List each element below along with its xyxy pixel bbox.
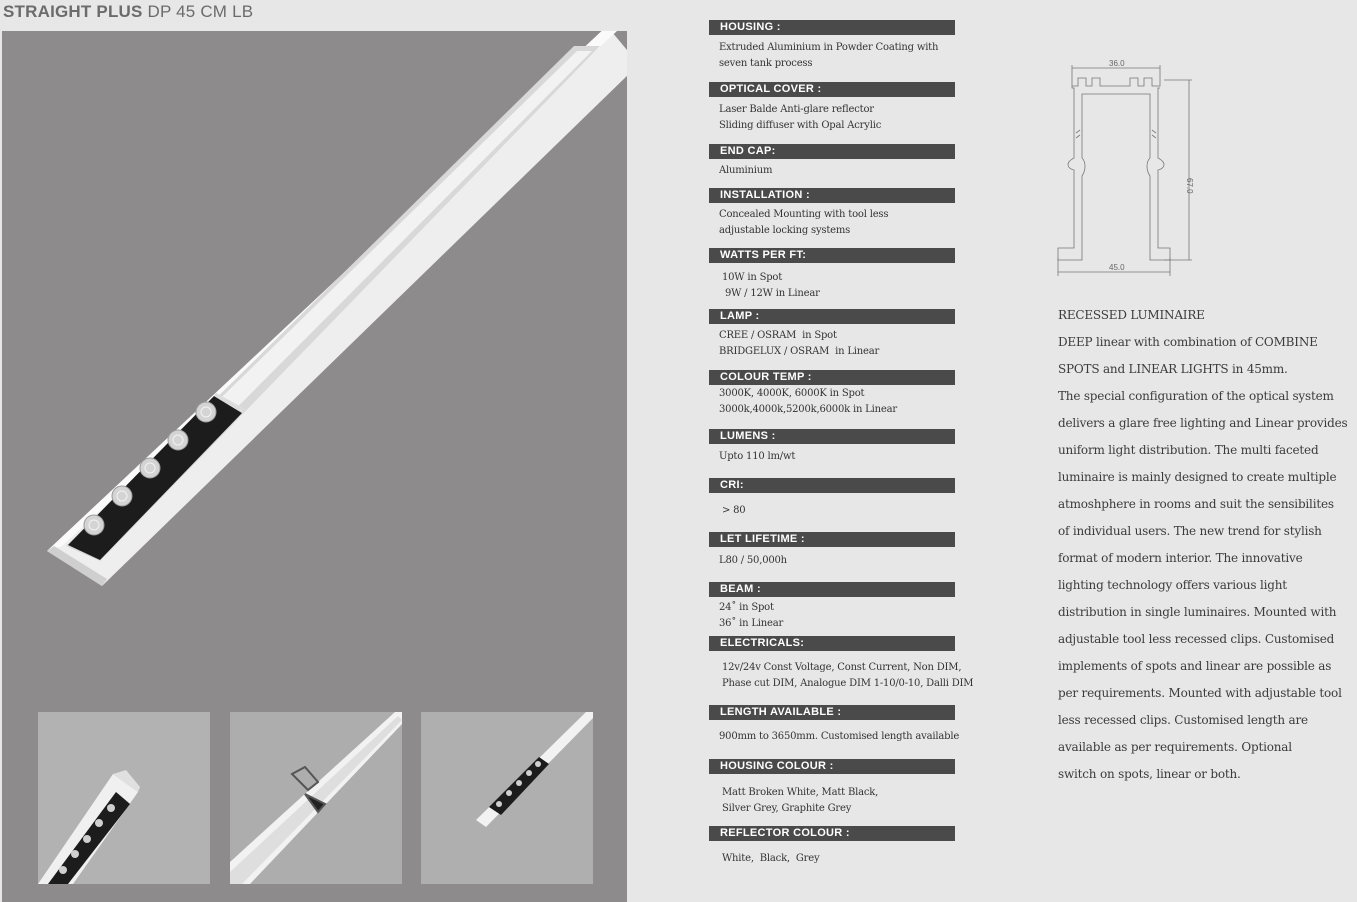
dimension-height: 67.0 — [1185, 178, 1194, 194]
description-line: lighting technology offers various light — [1058, 578, 1287, 592]
spec-label-end-cap: END CAP: — [709, 144, 955, 159]
thumbnail-end-view[interactable] — [38, 712, 210, 884]
spec-value-installation: Concealed Mounting with tool less adjustable locking systems — [719, 209, 889, 236]
spec-value-optical-cover: Laser Balde Anti-glare reflector Sliding diffuser with Opal Acrylic — [719, 104, 882, 131]
spec-value-reflector-colour: White, Black, Grey — [719, 853, 820, 864]
spec-label-installation: INSTALLATION : — [709, 188, 955, 203]
description-line: delivers a glare free lighting and Linear provides — [1058, 416, 1348, 430]
description-line: DEEP linear with combination of COMBINE — [1058, 335, 1318, 349]
product-description — [1058, 304, 1348, 790]
spec-value-length: 900mm to 3650mm. Customised length available — [719, 731, 960, 742]
description-line: atmoshphere in rooms and suit the sensibilites — [1058, 497, 1334, 511]
description-line: uniform light distribution. The multi faceted — [1058, 443, 1319, 457]
thumbnail-clip-view[interactable] — [230, 712, 402, 884]
spec-label-colour-temp: COLOUR TEMP : — [709, 370, 955, 385]
spec-label-lamp: LAMP : — [709, 309, 955, 324]
description-line: of individual users. The new trend for stylish — [1058, 524, 1322, 538]
spec-value-electricals: 12v/24v Const Voltage, Const Current, Non DIM, Phase cut DIM, Analogue DIM 1-10/0-10, Dalli DIM — [721, 662, 974, 689]
description-heading: RECESSED LUMINAIRE — [1058, 308, 1205, 322]
spec-label-lumens: LUMENS : — [709, 429, 955, 444]
description-line: switch on spots, linear or both. — [1058, 767, 1241, 781]
spec-value-beam: 24˚ in Spot 36˚ in Linear — [719, 602, 784, 629]
title-model-code: DP 45 CM LB — [142, 2, 254, 21]
spec-value-lifetime: L80 / 50,000h — [719, 555, 787, 566]
spec-value-watts-per-ft: 10W in Spot 9W / 12W in Linear — [721, 272, 820, 299]
dimension-top: 36.0 — [1109, 59, 1125, 68]
description-line: luminaire is mainly designed to create multiple — [1058, 470, 1337, 484]
description-line: The special configuration of the optical system — [1058, 389, 1334, 403]
profile-technical-drawing — [1052, 58, 1202, 283]
description-line: per requirements. Mounted with adjustable tool — [1058, 686, 1342, 700]
spec-label-beam: BEAM : — [709, 582, 955, 597]
spec-value-cri: > 80 — [719, 505, 746, 516]
spec-label-electricals: ELECTRICALS: — [709, 636, 955, 651]
page-title — [3, 2, 253, 22]
spec-label-lifetime: LET LIFETIME : — [709, 532, 955, 547]
description-line: format of modern interior. The innovative — [1058, 551, 1303, 565]
description-line: less recessed clips. Customised length are — [1058, 713, 1308, 727]
description-line: implements of spots and linear are possible as — [1058, 659, 1332, 673]
spec-label-housing-colour: HOUSING COLOUR : — [709, 759, 955, 774]
spec-label-optical-cover: OPTICAL COVER : — [709, 82, 955, 97]
spec-value-housing-colour: Matt Broken White, Matt Black, Silver Grey, Graphite Grey — [721, 787, 879, 814]
spec-label-reflector-colour: REFLECTOR COLOUR : — [709, 826, 955, 841]
spec-label-housing: HOUSING : — [709, 20, 955, 35]
spec-label-length: LENGTH AVAILABLE : — [709, 705, 955, 720]
spec-value-lamp: CREE / OSRAM in Spot BRIDGELUX / OSRAM in Linear — [719, 330, 880, 357]
description-line: SPOTS and LINEAR LIGHTS in 45mm. — [1058, 362, 1288, 376]
thumbnail-angled-view[interactable] — [421, 712, 593, 884]
dimension-bottom: 45.0 — [1109, 263, 1125, 272]
spec-value-lumens: Upto 110 lm/wt — [719, 451, 796, 462]
spec-value-colour-temp: 3000K, 4000K, 6000K in Spot 3000k,4000k,5200k,6000k in Linear — [719, 388, 897, 415]
spec-value-end-cap: Aluminium — [719, 165, 773, 176]
description-line: distribution in single luminaires. Mounted with — [1058, 605, 1337, 619]
spec-value-housing: Extruded Aluminium in Powder Coating with seven tank process — [719, 42, 939, 69]
spec-label-watts-per-ft: WATTS PER FT: — [709, 248, 955, 263]
spec-label-cri: CRI: — [709, 478, 955, 493]
description-line: available as per requirements. Optional — [1058, 740, 1292, 754]
description-line: adjustable tool less recessed clips. Customised — [1058, 632, 1335, 646]
title-product-name: STRAIGHT PLUS — [3, 2, 143, 21]
